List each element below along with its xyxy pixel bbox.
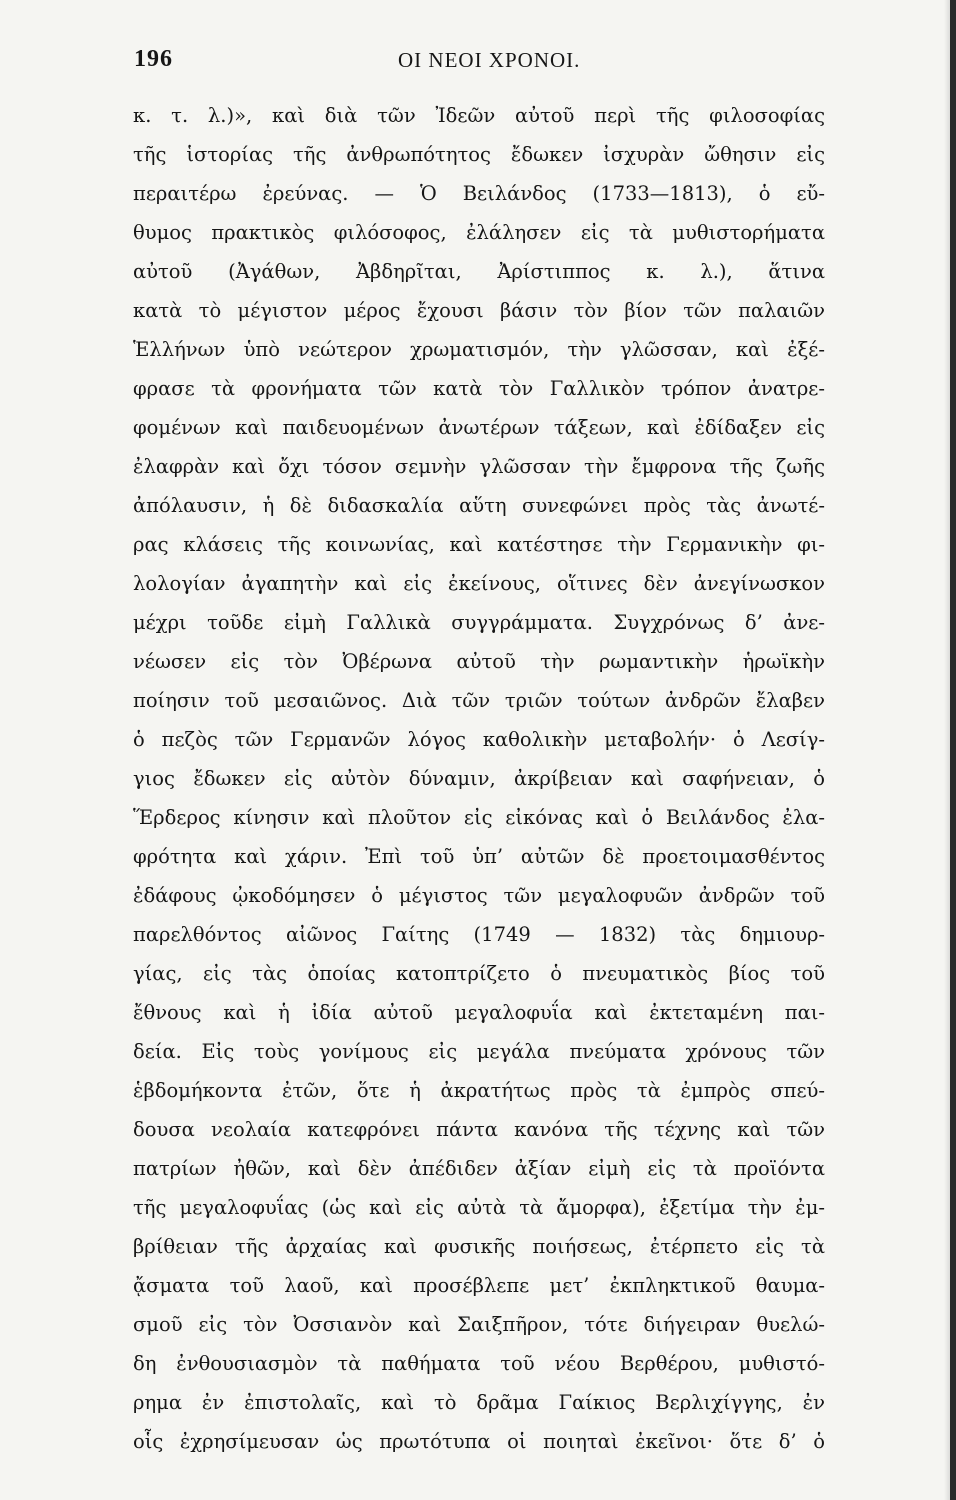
text-line: τῆς μεγαλοφυΐας (ὡς καὶ εἰς αὐτὰ τὰ ἄμορφα), ἐξετίμα τὴν ἐμ- — [133, 1196, 825, 1219]
text-line: κατὰ τὸ μέγιστον μέρος ἔχουσι βάσιν τὸν βίον τῶν παλαιῶν — [133, 299, 825, 322]
text-line: ρημα ἐν ἐπιστολαῖς, καὶ τὸ δρᾶμα Γαίκιος Βερλιχίγγης, ἐν — [133, 1391, 825, 1414]
text-line: περαιτέρω ἐρεύνας. — Ὁ Βειλάνδος (1733—1813), ὁ εὔ- — [133, 182, 825, 205]
page-number: 196 — [134, 46, 173, 72]
text-line: λολογίαν ἀγαπητὴν καὶ εἰς ἐκείνους, οἵτινες δὲν ἀνεγίνωσκον — [133, 572, 825, 595]
text-line: σμοῦ εἰς τὸν Ὀσσιανὸν καὶ Σαιξπῆρον, τότε διήγειραν θυελώ- — [133, 1313, 825, 1336]
text-line: βρίθειαν τῆς ἀρχαίας καὶ φυσικῆς ποιήσεως, ἐτέρπετο εἰς τὰ — [133, 1235, 825, 1258]
text-line: δουσα νεολαία κατεφρόνει πάντα κανόνα τῆς τέχνης καὶ τῶν — [133, 1118, 825, 1141]
text-line: αὐτοῦ (Ἀγάθων, Ἀβδηρῖται, Ἀρίστιππος κ. λ.), ἅτινα — [133, 260, 825, 283]
text-line: παρελθόντος αἰῶνος Γαίτης (1749 — 1832) τὰς δημιουρ- — [133, 923, 825, 946]
text-line: δη ἐνθουσιασμὸν τὰ παθήματα τοῦ νέου Βερθέρου, μυθιστό- — [133, 1352, 825, 1375]
page-edge-border — [950, 0, 956, 1500]
text-line: ἐδάφους ᾠκοδόμησεν ὁ μέγιστος τῶν μεγαλοφυῶν ἀνδρῶν τοῦ — [133, 884, 825, 907]
running-title: ΟΙ ΝΕΟΙ ΧΡΟΝΟΙ. — [398, 48, 581, 72]
text-line: πατρίων ἠθῶν, καὶ δὲν ἀπέδιδεν ἀξίαν εἰμὴ εἰς τὰ προϊόντα — [133, 1157, 825, 1180]
text-line: ἑβδομήκοντα ἐτῶν, ὅτε ἡ ἀκρατήτως πρὸς τὰ ἐμπρὸς σπεύ- — [133, 1079, 825, 1102]
text-line: φρασε τὰ φρονήματα τῶν κατὰ τὸν Γαλλικὸν τρόπον ἀνατρε- — [133, 377, 825, 400]
body-text — [133, 96, 825, 1461]
text-line: τῆς ἱστορίας τῆς ἀνθρωπότητος ἔδωκεν ἰσχυρὰν ὤθησιν εἰς — [133, 143, 825, 166]
page-header — [0, 42, 956, 82]
text-line: φομένων καὶ παιδευομένων ἀνωτέρων τάξεων, καὶ ἐδίδαξεν εἰς — [133, 416, 825, 439]
text-line: μέχρι τοῦδε εἰμὴ Γαλλικὰ συγγράμματα. Συγχρόνως δ’ ἀνε- — [133, 611, 825, 634]
text-line: Ἑλλήνων ὑπὸ νεώτερον χρωματισμόν, τὴν γλῶσσαν, καὶ ἐξέ- — [133, 338, 825, 361]
text-line: δεία. Εἰς τοὺς γονίμους εἰς μεγάλα πνεύματα χρόνους τῶν — [133, 1040, 825, 1063]
text-line: ὁ πεζὸς τῶν Γερμανῶν λόγος καθολικὴν μεταβολήν· ὁ Λεσίγ- — [133, 728, 825, 751]
text-line: θυμος πρακτικὸς φιλόσοφος, ἐλάλησεν εἰς τὰ μυθιστορήματα — [133, 221, 825, 244]
text-line: ποίησιν τοῦ μεσαιῶνος. Διὰ τῶν τριῶν τούτων ἀνδρῶν ἔλαβεν — [133, 689, 825, 712]
text-line: Ἕρδερος κίνησιν καὶ πλοῦτον εἰς εἰκόνας καὶ ὁ Βειλάνδος ἐλα- — [133, 806, 825, 829]
text-line: ρας κλάσεις τῆς κοινωνίας, καὶ κατέστησε τὴν Γερμανικὴν φι- — [133, 533, 825, 556]
text-line: ἐλαφρὰν καὶ ὄχι τόσον σεμνὴν γλῶσσαν τὴν ἔμφρονα τῆς ζωῆς — [133, 455, 825, 478]
text-line: οἷς ἐχρησίμευσαν ὡς πρωτότυπα οἱ ποιηταὶ ἐκεῖνοι· ὅτε δ’ ὁ — [133, 1430, 825, 1453]
text-line: νέωσεν εἰς τὸν Ὀβέρωνα αὐτοῦ τὴν ρωμαντικὴν ἡρωϊκὴν — [133, 650, 825, 673]
text-line: ᾄσματα τοῦ λαοῦ, καὶ προσέβλεπε μετ’ ἐκπληκτικοῦ θαυμα- — [133, 1274, 825, 1297]
text-line: φρότητα καὶ χάριν. Ἐπὶ τοῦ ὑπ’ αὐτῶν δὲ προετοιμασθέντος — [133, 845, 825, 868]
text-line: ἔθνους καὶ ἡ ἰδία αὐτοῦ μεγαλοφυΐα καὶ ἐκτεταμένη παι- — [133, 1001, 825, 1024]
text-line: κ. τ. λ.)», καὶ διὰ τῶν Ἰδεῶν αὐτοῦ περὶ τῆς φιλοσοφίας — [133, 104, 825, 127]
text-line: ἀπόλαυσιν, ἡ δὲ διδασκαλία αὕτη συνεφώνει πρὸς τὰς ἀνωτέ- — [133, 494, 825, 517]
text-line: γιος ἔδωκεν εἰς αὐτὸν δύναμιν, ἀκρίβειαν καὶ σαφήνειαν, ὁ — [133, 767, 825, 790]
text-line: γίας, εἰς τὰς ὁποίας κατοπτρίζετο ὁ πνευματικὸς βίος τοῦ — [133, 962, 825, 985]
